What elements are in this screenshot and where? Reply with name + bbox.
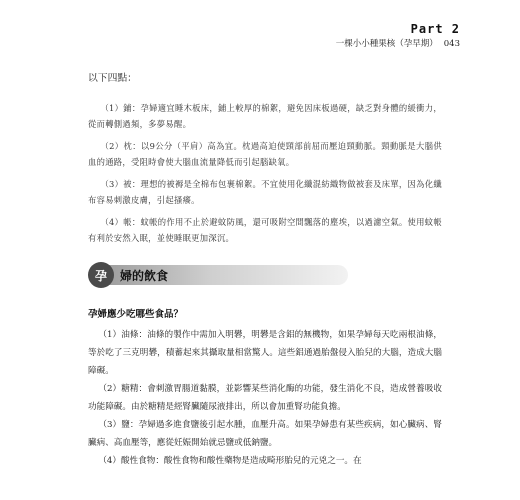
subheading: 孕婦應少吃哪些食品？ (88, 309, 184, 320)
chapter-subtitle: 一棵小小種果核（孕早期） (335, 39, 438, 49)
bedding-item: （1）鋪：孕婦適宜睡木板床，鋪上較厚的棉絮，避免因床板過硬，缺乏對身體的緩衝力，從而轉側過頻，多夢易醒。 (88, 103, 442, 129)
bedding-item: （2）枕：以9公分（平肩）高為宜。枕過高迫使頸部前屈而壓迫頸動脈。頸動脈是大腦供血的通路，受阻時會使大腦血流量降低而引起腦缺氧。 (88, 141, 442, 167)
section-banner (88, 262, 442, 288)
bedding-item: （3）被：理想的被褥是全棉布包裹棉絮。不宜使用化纖混紡織物做被套及床單，因為化纖布容易刺激皮膚，引起搔癢。 (88, 179, 442, 205)
header-subline (336, 37, 460, 49)
part-label: Part 2 (410, 22, 460, 36)
page-number: 043 (443, 39, 460, 49)
food-item: （1）油條：油條的製作中需加入明礬，明礬是含鋁的無機物，如果孕婦每天吃兩根油條，等於吃了三克明礬，積蓄起來其攝取量相當驚人。這些鋁通過胎盤侵入胎兒的大腦，造成大腦障礙。 (88, 330, 442, 376)
page-body (88, 70, 442, 470)
intro-line: 以下四點： (88, 73, 137, 84)
bedding-item: （4）帳：蚊帳的作用不止於避蚊防風，還可吸附空間飄落的塵埃，以過濾空氣。使用蚊帳有利於安然入眠，並使睡眠更加深沉。 (88, 217, 442, 243)
running-header (336, 22, 460, 49)
section-title: 婦的飲食 (120, 269, 169, 283)
section-badge: 孕 (88, 262, 114, 288)
food-item: （4）酸性食物：酸性食物和酸性藥物是造成畸形胎兒的元兇之一。在 (98, 456, 362, 466)
bedding-list (88, 100, 442, 246)
food-item: （2）糖精：會刺激胃腸道黏膜，並影響某些消化酶的功能，發生消化不良，造成營養吸收功能障礙。由於糖精是經腎臟隨尿液排出，所以會加重腎功能負擔。 (88, 384, 442, 412)
food-list (88, 326, 442, 470)
food-item: （3）鹽：孕婦過多進食鹽後引起水腫，血壓升高。如果孕婦患有某些疾病，如心臟病、腎臟病、高血壓等，應從妊娠開始就忌鹽或低鈉鹽。 (88, 420, 442, 448)
